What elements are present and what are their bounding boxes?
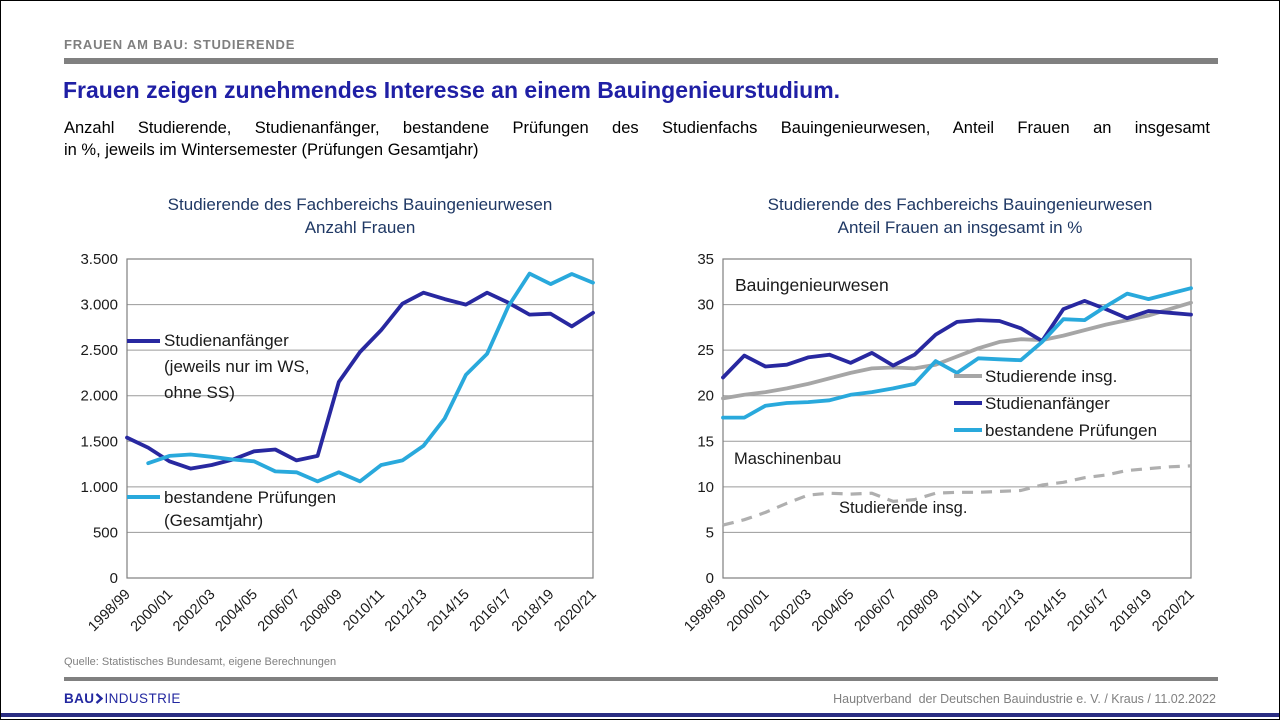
slide-kicker: FRAUEN AM BAU: STUDIERENDE	[64, 37, 296, 52]
legend-label: bestandene Prüfungen	[985, 421, 1158, 440]
chart-right-title-line1: Studierende des Fachbereichs Bauingenieurwesen	[767, 195, 1153, 214]
x-axis-label: 2004/05	[809, 586, 858, 635]
legend-line: Studienanfänger	[164, 331, 289, 350]
legend-line: (jeweils nur im WS,	[164, 357, 310, 376]
x-axis-label: 2002/03	[170, 586, 219, 635]
studierende-insg-line-swatch	[954, 374, 982, 378]
chart-anteil-frauen	[661, 193, 1223, 667]
source-note: Quelle: Statistisches Bundesamt, eigene Berechnungen	[64, 656, 337, 668]
x-axis-label: 2006/07	[254, 586, 304, 635]
page-subtitle	[64, 117, 1210, 161]
y-axis-label: 15	[697, 433, 714, 451]
y-axis-label: 500	[92, 524, 118, 542]
x-axis-label: 2016/17	[1064, 586, 1113, 635]
chart-right-legend	[954, 363, 1157, 444]
legend-label: Studienanfänger	[985, 394, 1110, 413]
x-axis-label: 2010/11	[340, 586, 389, 635]
x-axis-label: 2020/21	[1149, 586, 1198, 635]
y-axis-label: 2.500	[80, 342, 118, 360]
y-axis-label: 1.000	[80, 478, 118, 496]
legend-row-bestandene-pruefungen	[954, 417, 1157, 444]
y-axis-label: 20	[697, 387, 714, 405]
x-axis-label: 2018/19	[509, 586, 558, 635]
logo-text-bold: BAU	[64, 691, 95, 706]
bottom-accent-bar	[1, 713, 1280, 717]
x-axis-label: 2002/03	[766, 586, 815, 635]
x-axis-label: 2008/09	[297, 586, 346, 635]
footer-divider-bar	[64, 677, 1218, 681]
x-axis-label: 2004/05	[212, 586, 261, 635]
y-axis-label: 25	[697, 342, 714, 360]
legend-row-studienanfaenger	[954, 390, 1157, 417]
x-axis-label: 1998/99	[85, 586, 134, 635]
x-axis-label: 2000/01	[127, 586, 177, 635]
studienanfaenger-line-swatch	[954, 401, 982, 405]
x-axis-label: 2018/19	[1106, 586, 1156, 635]
x-axis-label: 2016/17	[466, 586, 516, 635]
y-axis-label: 3.000	[80, 296, 118, 314]
x-axis-label: 2014/15	[1021, 586, 1071, 635]
legend-line: ohne SS)	[164, 383, 235, 402]
legend-line: bestandene Prüfungen	[164, 488, 337, 507]
y-axis-label: 0	[109, 570, 118, 587]
bestandene-pruefungen-line-swatch	[954, 428, 982, 432]
annotation-bauingenieurwesen: Bauingenieurwesen	[735, 275, 889, 295]
x-axis-label: 2010/11	[937, 586, 986, 635]
x-axis-label: 2012/13	[979, 586, 1028, 635]
x-axis-label: 1998/99	[681, 586, 730, 635]
y-axis-label: 0	[705, 570, 714, 587]
subtitle-line-1: Anzahl Studierende, Studienanfänger, bestandene Prüfungen des Studienfachs Bauingenieurwesen, Anteil Frauen an insgesamt	[64, 119, 1210, 137]
chart-left-title-line2: Anzahl Frauen	[304, 218, 416, 237]
subtitle-line-2: in %, jeweils im Wintersemester (Prüfungen Gesamtjahr)	[64, 141, 479, 159]
y-axis-label: 3.500	[80, 251, 118, 268]
x-axis-label: 2006/07	[851, 586, 901, 635]
y-axis-label: 5	[705, 524, 714, 542]
x-axis-label: 2014/15	[424, 586, 473, 635]
y-axis-label: 10	[697, 478, 714, 496]
legend-bestandene-pruefungen	[127, 486, 336, 532]
y-axis-label: 35	[697, 251, 714, 268]
annotation-maschinenbau: Maschinenbau	[734, 450, 842, 468]
x-axis-label: 2008/09	[894, 586, 943, 635]
bauindustrie-logo	[64, 691, 181, 706]
top-divider-bar	[64, 58, 1218, 64]
footer-credit: Hauptverband der Deutschen Bauindustrie e. V. / Kraus / 11.02.2022	[833, 692, 1216, 706]
logo-text-rest: INDUSTRIE	[104, 691, 181, 706]
chart-left-title-line1: Studierende des Fachbereichs Bauingenieurwesen	[167, 195, 553, 214]
studienanfaenger-line-swatch	[127, 339, 160, 343]
y-axis-label: 30	[697, 296, 714, 314]
chart-anzahl-frauen	[61, 193, 623, 667]
x-axis-label: 2000/01	[723, 586, 773, 635]
annotation-maschinenbau-studierende: Studierende insg.	[839, 499, 968, 517]
chart-right-title-line2: Anteil Frauen an insgesamt in %	[837, 218, 1083, 237]
y-axis-label: 2.000	[80, 387, 118, 405]
legend-line: (Gesamtjahr)	[164, 511, 264, 530]
bestandene-pruefungen-line-swatch	[127, 495, 160, 499]
legend-label: Studierende insg.	[985, 367, 1118, 386]
x-axis-label: 2020/21	[551, 586, 600, 635]
legend-studienanfaenger	[127, 328, 309, 406]
y-axis-label: 1.500	[80, 433, 118, 451]
page-title: Frauen zeigen zunehmendes Interesse an einem Bauingenieurstudium.	[63, 77, 841, 103]
legend-row-studierende-insg	[954, 363, 1157, 390]
logo-chevron-icon	[95, 693, 103, 704]
chart-left-canvas	[61, 193, 623, 667]
x-axis-label: 2012/13	[381, 586, 431, 635]
